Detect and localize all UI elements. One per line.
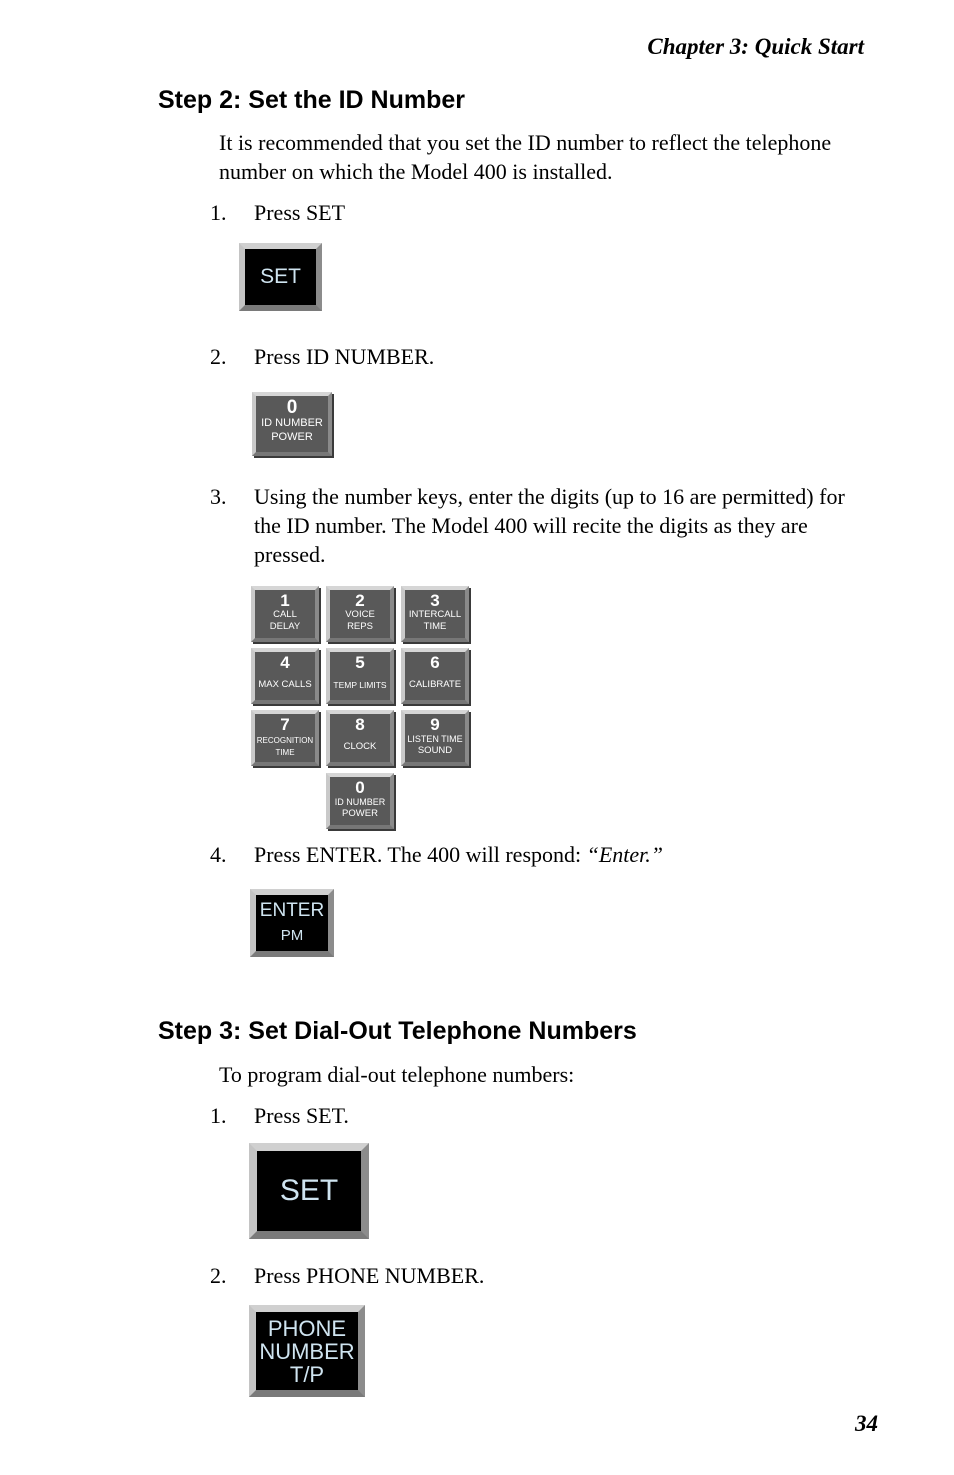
- step3-item1-text: Press SET.: [254, 1103, 349, 1128]
- enter-key-line2: PM: [280, 926, 304, 944]
- keypad-key-9: [401, 710, 469, 766]
- step3-intro: To program dial-out telephone numbers:: [219, 1062, 575, 1087]
- key-label-line1: CALL: [273, 609, 297, 620]
- key-digit: 0: [355, 778, 365, 797]
- key-label-line1: CLOCK: [343, 741, 377, 752]
- step2-item2-number: 2.: [210, 344, 227, 369]
- key-digit: 7: [280, 715, 290, 734]
- set-key-large-label: SET: [279, 1174, 339, 1207]
- phone-key-line3: T/P: [289, 1361, 325, 1387]
- id-key-line1: ID NUMBER: [261, 417, 323, 429]
- key-digit: 4: [280, 653, 290, 672]
- step3-item1-number: 1.: [210, 1103, 227, 1128]
- enter-key-line1: ENTER: [259, 899, 325, 921]
- set-key-large: [249, 1143, 369, 1239]
- keypad-key-1: [251, 586, 319, 642]
- key-label-line1: MAX CALLS: [258, 679, 312, 690]
- key-label-line2: SOUND: [417, 745, 453, 756]
- step2-intro: It is recommended that you set the ID number to reflect the telephone number on which the Model 400 is installed.: [219, 130, 832, 184]
- step2-item3-number: 3.: [210, 484, 227, 509]
- key-label-line1: INTERCALL: [408, 609, 462, 620]
- page-number: 34: [855, 1411, 878, 1436]
- key-digit: 6: [430, 653, 440, 672]
- step2-item1-text: Press SET: [254, 200, 346, 225]
- set-key-label: SET: [260, 265, 301, 288]
- keypad-key-7: [251, 710, 319, 766]
- step3-item2-number: 2.: [210, 1263, 227, 1288]
- key-label-line1: ID NUMBER: [334, 797, 386, 807]
- key-label-line2: REPS: [347, 621, 373, 632]
- key-digit: 3: [430, 591, 440, 610]
- step2-item2-text: Press ID NUMBER.: [254, 344, 435, 369]
- enter-key: [250, 889, 334, 957]
- key-label-line2: POWER: [342, 808, 378, 819]
- step2-item4-prefix: Press ENTER. The 400 will respond:: [254, 842, 587, 867]
- set-key-small: [239, 243, 322, 311]
- key-label-line1: RECOGNITION: [256, 736, 314, 745]
- step2-item4-number: 4.: [210, 842, 227, 867]
- id-number-key: [252, 392, 332, 456]
- step3-item2-text: Press PHONE NUMBER.: [254, 1263, 485, 1288]
- step2-item3-text: Using the number keys, enter the digits (up to 16 are permitted) for the ID number. The Model 400 will recite the digits as they are pressed.: [254, 484, 845, 567]
- keypad-key-0: [326, 773, 394, 829]
- key-label-line1: TEMP LIMITS: [333, 680, 387, 690]
- id-key-line2: POWER: [271, 431, 313, 443]
- key-digit: 1: [280, 591, 290, 610]
- key-digit: 2: [355, 591, 365, 610]
- step2-heading: Step 2: Set the ID Number: [158, 86, 465, 114]
- id-key-digit: 0: [286, 397, 298, 418]
- step2-item4-text: [254, 840, 854, 869]
- key-label-line2: TIME: [423, 621, 447, 632]
- keypad-key-5: [326, 648, 394, 704]
- key-label-line1: VOICE: [345, 609, 375, 620]
- step2-item4-quote: “Enter.”: [586, 842, 664, 867]
- key-digit: 8: [355, 715, 365, 734]
- phone-number-key: [249, 1305, 365, 1397]
- keypad-key-2: [326, 586, 394, 642]
- phone-key-line1: PHONE: [267, 1315, 347, 1341]
- chapter-header: Chapter 3: Quick Start: [647, 34, 864, 59]
- phone-key-line2: NUMBER: [259, 1338, 355, 1364]
- keypad-key-3: [401, 586, 469, 642]
- keypad-key-6: [401, 648, 469, 704]
- step3-heading: Step 3: Set Dial-Out Telephone Numbers: [158, 1017, 637, 1045]
- key-label-line1: CALIBRATE: [408, 679, 462, 690]
- key-digit: 5: [355, 653, 365, 672]
- key-label-line2: TIME: [275, 748, 295, 757]
- key-digit: 9: [430, 715, 440, 734]
- keypad-key-4: [251, 648, 319, 704]
- keypad-key-8: [326, 710, 394, 766]
- step2-item1-number: 1.: [210, 200, 227, 225]
- key-label-line1: LISTEN TIME: [407, 734, 463, 744]
- key-label-line2: DELAY: [269, 621, 301, 632]
